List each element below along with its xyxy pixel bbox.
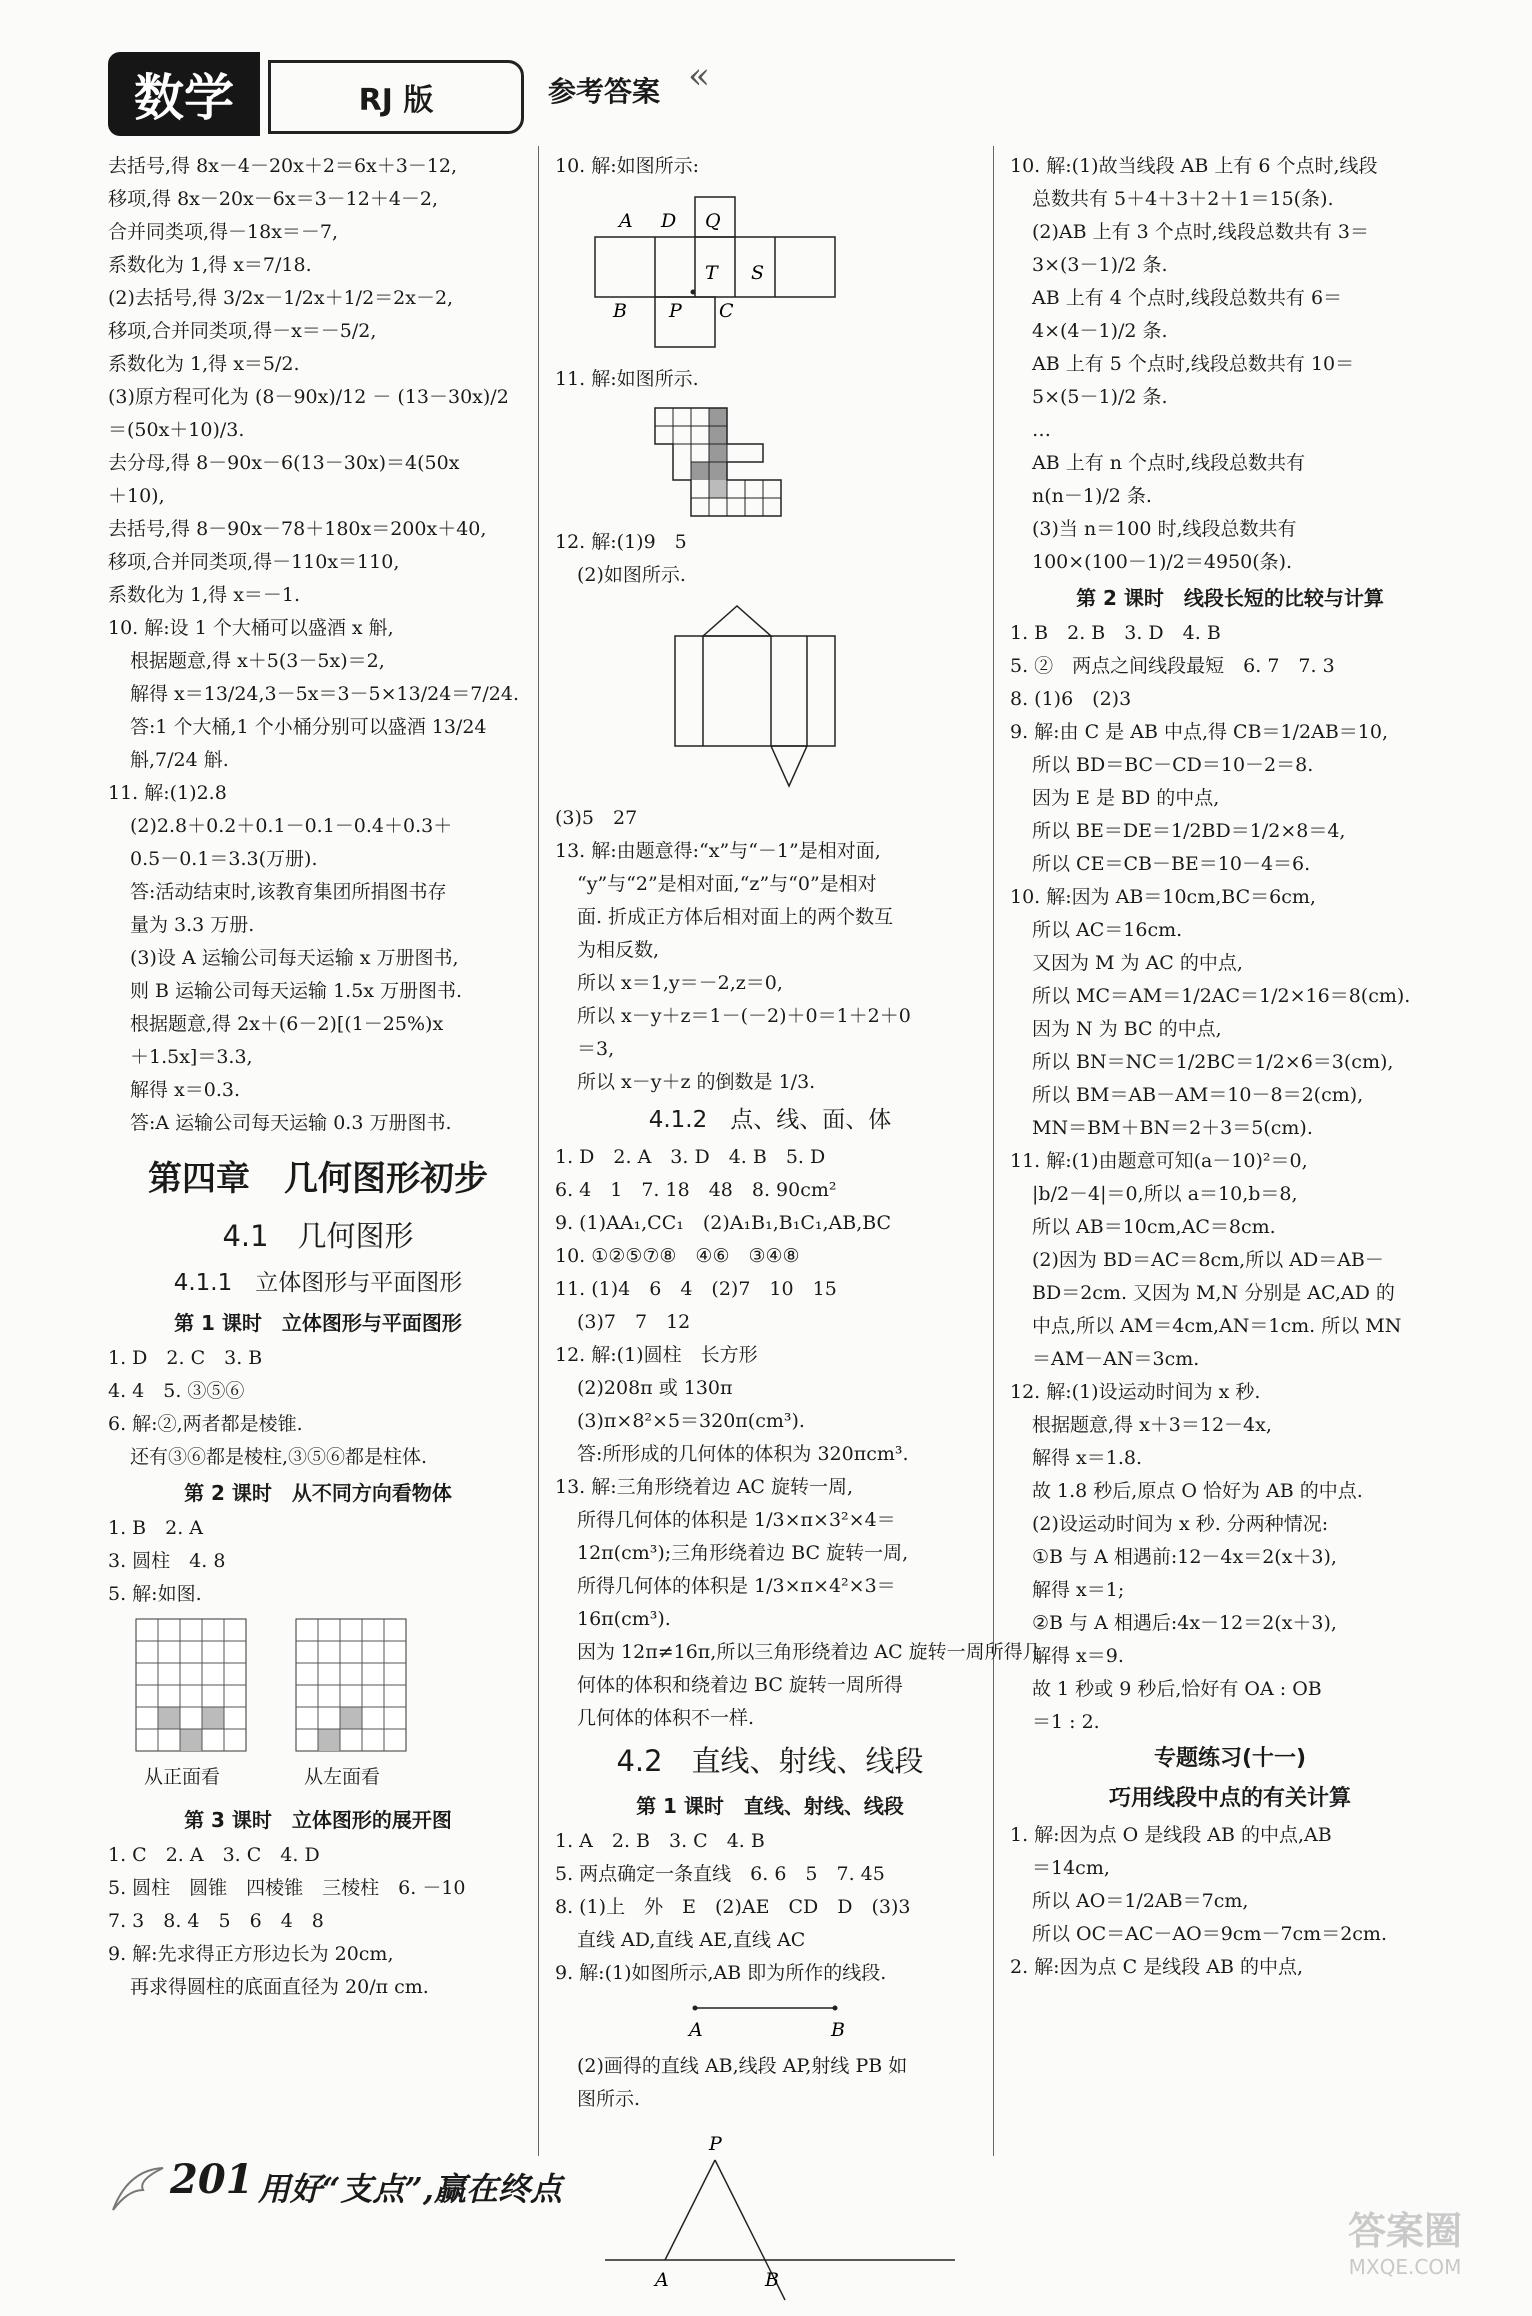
answer-line: 11. (1)4 6 4 (2)7 10 15 bbox=[555, 1278, 837, 1300]
answer-line: 9. 解:(1)如图所示,AB 即为所作的线段. bbox=[555, 1962, 887, 1984]
answer-line: 所以 BN＝NC＝1/2BC＝1/2×6＝3(cm), bbox=[1032, 1051, 1394, 1073]
answer-line: 故 1 秒或 9 秒后,恰好有 OA : OB bbox=[1032, 1678, 1322, 1700]
text-line: AB 上有 4 个点时,线段总数共有 6＝ bbox=[1032, 287, 1343, 309]
question-11 bbox=[108, 777, 528, 1140]
answer-line: 解得 x＝1; bbox=[1032, 1579, 1125, 1601]
lesson-title: 第 1 课时 直线、射线、线段 bbox=[636, 1794, 904, 1818]
answer-line: 所以 AC＝16cm. bbox=[1032, 919, 1183, 941]
answer-line: 所以 AO＝1/2AB＝7cm, bbox=[1032, 1890, 1249, 1912]
text-line: (2)AB 上有 3 个点时,线段总数共有 3＝ bbox=[1032, 221, 1369, 243]
answer-line: 1. B 2. A bbox=[108, 1517, 204, 1539]
answer-line: 根据题意,得 x＋3＝12－4x, bbox=[1032, 1414, 1272, 1436]
wing-decoration-icon bbox=[108, 2160, 168, 2220]
answer-line: 所以 CE＝CB－BE＝10－4＝6. bbox=[1032, 853, 1311, 875]
text-line: n(n－1)/2 条. bbox=[1032, 485, 1152, 507]
column-1 bbox=[108, 150, 528, 2004]
net-label-b: B bbox=[613, 300, 627, 322]
answer-line: 5. 解:如图. bbox=[108, 1583, 202, 1605]
prism-net-figure bbox=[555, 596, 985, 796]
text-line: 移项,合并同类项,得－x＝－5/2, bbox=[108, 320, 377, 342]
question-10-text: 10. 解:如图所示: bbox=[555, 155, 700, 177]
answer-line: BD＝2cm. 又因为 M,N 分别是 AC,AD 的 bbox=[1032, 1282, 1395, 1304]
answer-line: 1. 解:因为点 O 是线段 AB 的中点,AB bbox=[1010, 1824, 1332, 1846]
answer-line: ①B 与 A 相遇前:12－4x＝2(x＋3), bbox=[1032, 1546, 1337, 1568]
footer-slogan: 用好“支点”,赢在终点 bbox=[258, 2170, 562, 2208]
net-label-p: P bbox=[669, 300, 682, 322]
text-line: ＝3, bbox=[577, 1038, 615, 1060]
segment-label-a: A bbox=[689, 2019, 703, 2041]
answer-line: 10. 解:因为 AB＝10cm,BC＝6cm, bbox=[1010, 886, 1316, 908]
section-label: 参考答案 bbox=[548, 75, 661, 108]
lesson-title: 第 2 课时 从不同方向看物体 bbox=[184, 1481, 452, 1505]
column-divider bbox=[538, 146, 539, 2156]
question-11-text: 11. 解:如图所示. bbox=[555, 368, 699, 390]
views-grid-figure bbox=[108, 1611, 528, 1761]
subject-label: 数学 bbox=[108, 52, 260, 136]
text-line: 合并同类项,得－18x＝－7, bbox=[108, 221, 339, 243]
answer-line: 8. (1)上 外 E (2)AE CD D (3)3 bbox=[555, 1896, 911, 1918]
text-line: 答:A 运输公司每天运输 0.3 万册图书. bbox=[130, 1112, 452, 1134]
answer-line: 13. 解:三角形绕着边 AC 旋转一周, bbox=[555, 1476, 854, 1498]
net-label-t: T bbox=[705, 262, 718, 284]
answer-line: 9. 解:由 C 是 AB 中点,得 CB＝1/2AB＝10, bbox=[1010, 721, 1389, 743]
answer-line: MN＝BM＋BN＝2＋3＝5(cm). bbox=[1032, 1117, 1313, 1139]
net-label-c: C bbox=[719, 300, 734, 322]
answer-line: 12. 解:(1)设运动时间为 x 秒. bbox=[1010, 1381, 1261, 1403]
special-practice-title: 专题练习(十一) bbox=[1153, 1746, 1307, 1771]
answer-line: 1. D 2. A 3. D 4. B 5. D bbox=[555, 1146, 826, 1168]
shaded-net-figure bbox=[555, 400, 985, 520]
answer-line: 1. D 2. C 3. B bbox=[108, 1347, 263, 1369]
text-line: 解得 x＝0.3. bbox=[130, 1079, 241, 1101]
question-10 bbox=[1010, 150, 1450, 579]
text-line: 10. 解:设 1 个大桶可以盛酒 x 斛, bbox=[108, 617, 394, 639]
answer-line: 8. (1)6 (2)3 bbox=[1010, 688, 1132, 710]
text-line: 所以 x＝1,y＝－2,z＝0, bbox=[577, 972, 783, 994]
answer-line: 所以 OC＝AC－AO＝9cm－7cm＝2cm. bbox=[1032, 1923, 1387, 1945]
answer-line: 何体的体积和绕着边 BC 旋转一周所得 bbox=[577, 1674, 903, 1696]
text-line: 为相反数, bbox=[577, 939, 660, 961]
text-line: (2)去括号,得 3/2x－1/2x＋1/2＝2x－2, bbox=[108, 287, 454, 309]
answer-line: 3. 圆柱 4. 8 bbox=[108, 1550, 226, 1572]
answer-line: 5. ② 两点之间线段最短 6. 7 7. 3 bbox=[1010, 655, 1335, 677]
question-12-text: (2)如图所示. bbox=[577, 564, 686, 586]
equation-steps bbox=[108, 150, 528, 612]
answer-line: 所以 BM＝AB－AM＝10－8＝2(cm), bbox=[1032, 1084, 1364, 1106]
text-line: 100×(100－1)/2＝4950(条). bbox=[1032, 551, 1293, 573]
page-number: 201 bbox=[170, 2156, 254, 2203]
question-13 bbox=[555, 835, 985, 1099]
page-header bbox=[108, 52, 788, 136]
text-line: 量为 3.3 万册. bbox=[130, 914, 255, 936]
lesson-title: 第 2 课时 线段长短的比较与计算 bbox=[1076, 586, 1384, 610]
answer-line: ＝14cm, bbox=[1032, 1857, 1110, 1879]
text-line: 去分母,得 8－90x－6(13－30x)＝4(50x bbox=[108, 452, 460, 474]
lesson-title: 第 3 课时 立体图形的展开图 bbox=[184, 1808, 452, 1832]
text-line: 11. 解:(1)2.8 bbox=[108, 782, 227, 804]
answer-line: |b/2－4|＝0,所以 a＝10,b＝8, bbox=[1032, 1183, 1298, 1205]
net-label-q: Q bbox=[705, 210, 721, 232]
answer-line: 2. 解:因为点 C 是线段 AB 的中点, bbox=[1010, 1956, 1303, 1978]
special-practice-subtitle: 巧用线段中点的有关计算 bbox=[1108, 1786, 1351, 1811]
text-line: 去括号,得 8x－4－20x＋2＝6x＋3－12, bbox=[108, 155, 458, 177]
text-line: (2)2.8＋0.2＋0.1－0.1－0.4＋0.3＋ bbox=[130, 815, 453, 837]
text-line: 3×(3－1)/2 条. bbox=[1032, 254, 1168, 276]
answer-line: 10. ①②⑤⑦⑧ ④⑥ ③④⑧ bbox=[555, 1245, 800, 1267]
segment-ab-figure bbox=[555, 1994, 985, 2044]
text-line: AB 上有 n 个点时,线段总数共有 bbox=[1032, 452, 1306, 474]
answer-line: (3)7 7 12 bbox=[577, 1311, 691, 1333]
text-line: 5×(5－1)/2 条. bbox=[1032, 386, 1168, 408]
answer-line: 所得几何体的体积是 1/3×π×3²×4＝ bbox=[577, 1509, 896, 1531]
answer-line: 1. C 2. A 3. C 4. D bbox=[108, 1844, 320, 1866]
answer-line: 6. 4 1 7. 18 48 8. 90cm² bbox=[555, 1179, 837, 1201]
answer-line: 7. 3 8. 4 5 6 4 8 bbox=[108, 1910, 324, 1932]
page-footer bbox=[108, 2150, 808, 2240]
text-line: 所以 x－y＋z＝1－(－2)＋0＝1＋2＋0 bbox=[577, 1005, 911, 1027]
answer-line: (3)π×8²×5＝320π(cm³). bbox=[577, 1410, 805, 1432]
text-line: 去括号,得 8－90x－78＋180x＝200x＋40, bbox=[108, 518, 487, 540]
answer-line: 所得几何体的体积是 1/3×π×4²×3＝ bbox=[577, 1575, 896, 1597]
answer-line: 图所示. bbox=[577, 2088, 641, 2110]
text-line: 斛,7/24 斛. bbox=[130, 749, 229, 771]
answer-line: (2)画得的直线 AB,线段 AP,射线 PB 如 bbox=[577, 2055, 908, 2077]
answer-line: 因为 E 是 BD 的中点, bbox=[1032, 787, 1220, 809]
answer-line: 因为 N 为 BC 的中点, bbox=[1032, 1018, 1222, 1040]
arrow-decoration-icon: « bbox=[688, 56, 711, 97]
answer-line: 5. 两点确定一条直线 6. 6 5 7. 45 bbox=[555, 1863, 885, 1885]
answer-line: ②B 与 A 相遇后:4x－12＝2(x＋3), bbox=[1032, 1612, 1337, 1634]
version-label: RJ 版 bbox=[268, 60, 524, 134]
view-front-caption: 从正面看 bbox=[144, 1766, 221, 1788]
text-line: 0.5－0.1＝3.3(万册). bbox=[130, 848, 318, 870]
text-line: 所以 x－y＋z 的倒数是 1/3. bbox=[577, 1071, 816, 1093]
text-line: 面. 折成正方体后相对面上的两个数互 bbox=[577, 906, 894, 928]
question-10 bbox=[108, 612, 528, 777]
text-line: ＋1.5x]＝3.3, bbox=[130, 1046, 253, 1068]
answer-line: 所以 BD＝BC－CD＝10－2＝8. bbox=[1032, 754, 1314, 776]
text-line: 则 B 运输公司每天运输 1.5x 万册图书. bbox=[130, 980, 463, 1002]
answer-line: 故 1.8 秒后,原点 O 恰好为 AB 的中点. bbox=[1032, 1480, 1363, 1502]
watermark-logo: 答案圈 bbox=[1347, 2209, 1462, 2253]
text-line: ＋10), bbox=[108, 485, 165, 507]
answer-line: 11. 解:(1)由题意可知(a－10)²＝0, bbox=[1010, 1150, 1308, 1172]
column-divider bbox=[993, 146, 994, 2156]
answer-line: 中点,所以 AM＝4cm,AN＝1cm. 所以 MN bbox=[1032, 1315, 1402, 1337]
segment-label-b: B bbox=[831, 2019, 845, 2041]
text-line: 13. 解:由题意得:“x”与“－1”是相对面, bbox=[555, 840, 881, 862]
text-line: 根据题意,得 2x＋(6－2)[(1－25%)x bbox=[130, 1013, 444, 1035]
net-label-s: S bbox=[751, 262, 765, 284]
text-line: 10. 解:(1)故当线段 AB 上有 6 个点时,线段 bbox=[1010, 155, 1378, 177]
section-title: 4.2 直线、射线、线段 bbox=[616, 1744, 924, 1778]
triangle-label-b: B bbox=[765, 2269, 779, 2291]
watermark-url: MXQE.COM bbox=[1348, 2255, 1462, 2279]
column-3 bbox=[1010, 150, 1450, 1984]
question-12-answer: (3)5 27 bbox=[555, 807, 638, 829]
question-12-text: 12. 解:(1)9 5 bbox=[555, 531, 687, 553]
views-figure bbox=[108, 1611, 528, 1801]
cube-net-figure bbox=[555, 187, 985, 357]
text-line: 总数共有 5＋4＋3＋2＋1＝15(条). bbox=[1032, 188, 1334, 210]
answer-line: 16π(cm³). bbox=[577, 1608, 671, 1630]
answer-line: 所以 BE＝DE＝1/2BD＝1/2×8＝4, bbox=[1032, 820, 1346, 842]
answer-line: (2)设运动时间为 x 秒. 分两种情况: bbox=[1032, 1513, 1329, 1535]
answer-line: 1. B 2. B 3. D 4. B bbox=[1010, 622, 1221, 644]
view-left-caption: 从左面看 bbox=[304, 1766, 381, 1788]
text-line: 移项,合并同类项,得－110x＝110, bbox=[108, 551, 400, 573]
net-label-a: A bbox=[619, 210, 633, 232]
answer-line: ＝1 : 2. bbox=[1032, 1711, 1100, 1733]
subsection-title: 4.1.1 立体图形与平面图形 bbox=[173, 1270, 463, 1296]
answer-line: 解得 x＝1.8. bbox=[1032, 1447, 1143, 1469]
section-title: 4.1 几何图形 bbox=[222, 1219, 414, 1253]
answer-line: (2)208π 或 130π bbox=[577, 1377, 733, 1399]
text-line: ＝(50x＋10)/3. bbox=[108, 419, 245, 441]
chapter-title: 第四章 几何图形初步 bbox=[148, 1159, 488, 1199]
answer-line: 1. A 2. B 3. C 4. B bbox=[555, 1830, 765, 1852]
text-line: 解得 x＝13/24,3－5x＝3－5×13/24＝7/24. bbox=[130, 683, 519, 705]
answer-line: 12. 解:(1)圆柱 长方形 bbox=[555, 1344, 758, 1366]
watermark bbox=[1310, 2200, 1500, 2279]
text-line: … bbox=[1032, 419, 1051, 441]
answer-line: 还有③⑥都是棱柱,③⑤⑥都是柱体. bbox=[130, 1446, 428, 1468]
answer-line: 再求得圆柱的底面直径为 20/π cm. bbox=[130, 1976, 429, 1998]
lesson-title: 第 1 课时 立体图形与平面图形 bbox=[174, 1311, 462, 1335]
text-line: AB 上有 5 个点时,线段总数共有 10＝ bbox=[1032, 353, 1355, 375]
text-line: 答:1 个大桶,1 个小桶分别可以盛酒 13/24 bbox=[130, 716, 487, 738]
text-line: “y”与“2”是相对面,“z”与“0”是相对 bbox=[577, 873, 877, 895]
answer-line: 几何体的体积不一样. bbox=[577, 1707, 755, 1729]
answer-line: 4. 4 5. ③⑤⑥ bbox=[108, 1380, 245, 1402]
text-line: 系数化为 1,得 x＝7/18. bbox=[108, 254, 312, 276]
triangle-label-a: A bbox=[655, 2269, 669, 2291]
answer-line: ＝AM－AN＝3cm. bbox=[1032, 1348, 1200, 1370]
answer-line: 12π(cm³);三角形绕着边 BC 旋转一周, bbox=[577, 1542, 909, 1564]
triangle-label-p: P bbox=[709, 2133, 722, 2155]
column-2 bbox=[555, 150, 1042, 2316]
text-line: 根据题意,得 x＋5(3－5x)＝2, bbox=[130, 650, 385, 672]
answer-line: 答:所形成的几何体的体积为 320πcm³. bbox=[577, 1443, 909, 1465]
text-line: 系数化为 1,得 x＝5/2. bbox=[108, 353, 300, 375]
answer-line: 所以 AB＝10cm,AC＝8cm. bbox=[1032, 1216, 1276, 1238]
text-line: (3)原方程可化为 (8－90x)/12 － (13－30x)/2 bbox=[108, 386, 509, 408]
text-line: 系数化为 1,得 x＝－1. bbox=[108, 584, 301, 606]
answer-line: 所以 MC＝AM＝1/2AC＝1/2×16＝8(cm). bbox=[1032, 985, 1411, 1007]
answer-line: 9. 解:先求得正方形边长为 20cm, bbox=[108, 1943, 394, 1965]
subsection-title: 4.1.2 点、线、面、体 bbox=[648, 1107, 892, 1133]
answer-line: 解得 x＝9. bbox=[1032, 1645, 1124, 1667]
answer-line: 6. 解:②,两者都是棱锥. bbox=[108, 1413, 303, 1435]
answer-line: 又因为 M 为 AC 的中点, bbox=[1032, 952, 1243, 974]
net-label-d: D bbox=[661, 210, 677, 232]
answer-line: (2)因为 BD＝AC＝8cm,所以 AD＝AB－ bbox=[1032, 1249, 1384, 1271]
text-line: (3)当 n＝100 时,线段总数共有 bbox=[1032, 518, 1297, 540]
answer-line: 5. 圆柱 圆锥 四棱锥 三棱柱 6. －10 bbox=[108, 1877, 466, 1899]
text-line: (3)设 A 运输公司每天运输 x 万册图书, bbox=[130, 947, 459, 969]
answer-line: 直线 AD,直线 AE,直线 AC bbox=[577, 1929, 806, 1951]
answer-line: 9. (1)AA₁,CC₁ (2)A₁B₁,B₁C₁,AB,BC bbox=[555, 1212, 892, 1234]
answer-line: 因为 12π≠16π,所以三角形绕着边 AC 旋转一周所得几 bbox=[577, 1641, 1042, 1663]
text-line: 答:活动结束时,该教育集团所捐图书存 bbox=[130, 881, 447, 903]
text-line: 4×(4－1)/2 条. bbox=[1032, 320, 1168, 342]
text-line: 移项,得 8x－20x－6x＝3－12＋4－2, bbox=[108, 188, 439, 210]
